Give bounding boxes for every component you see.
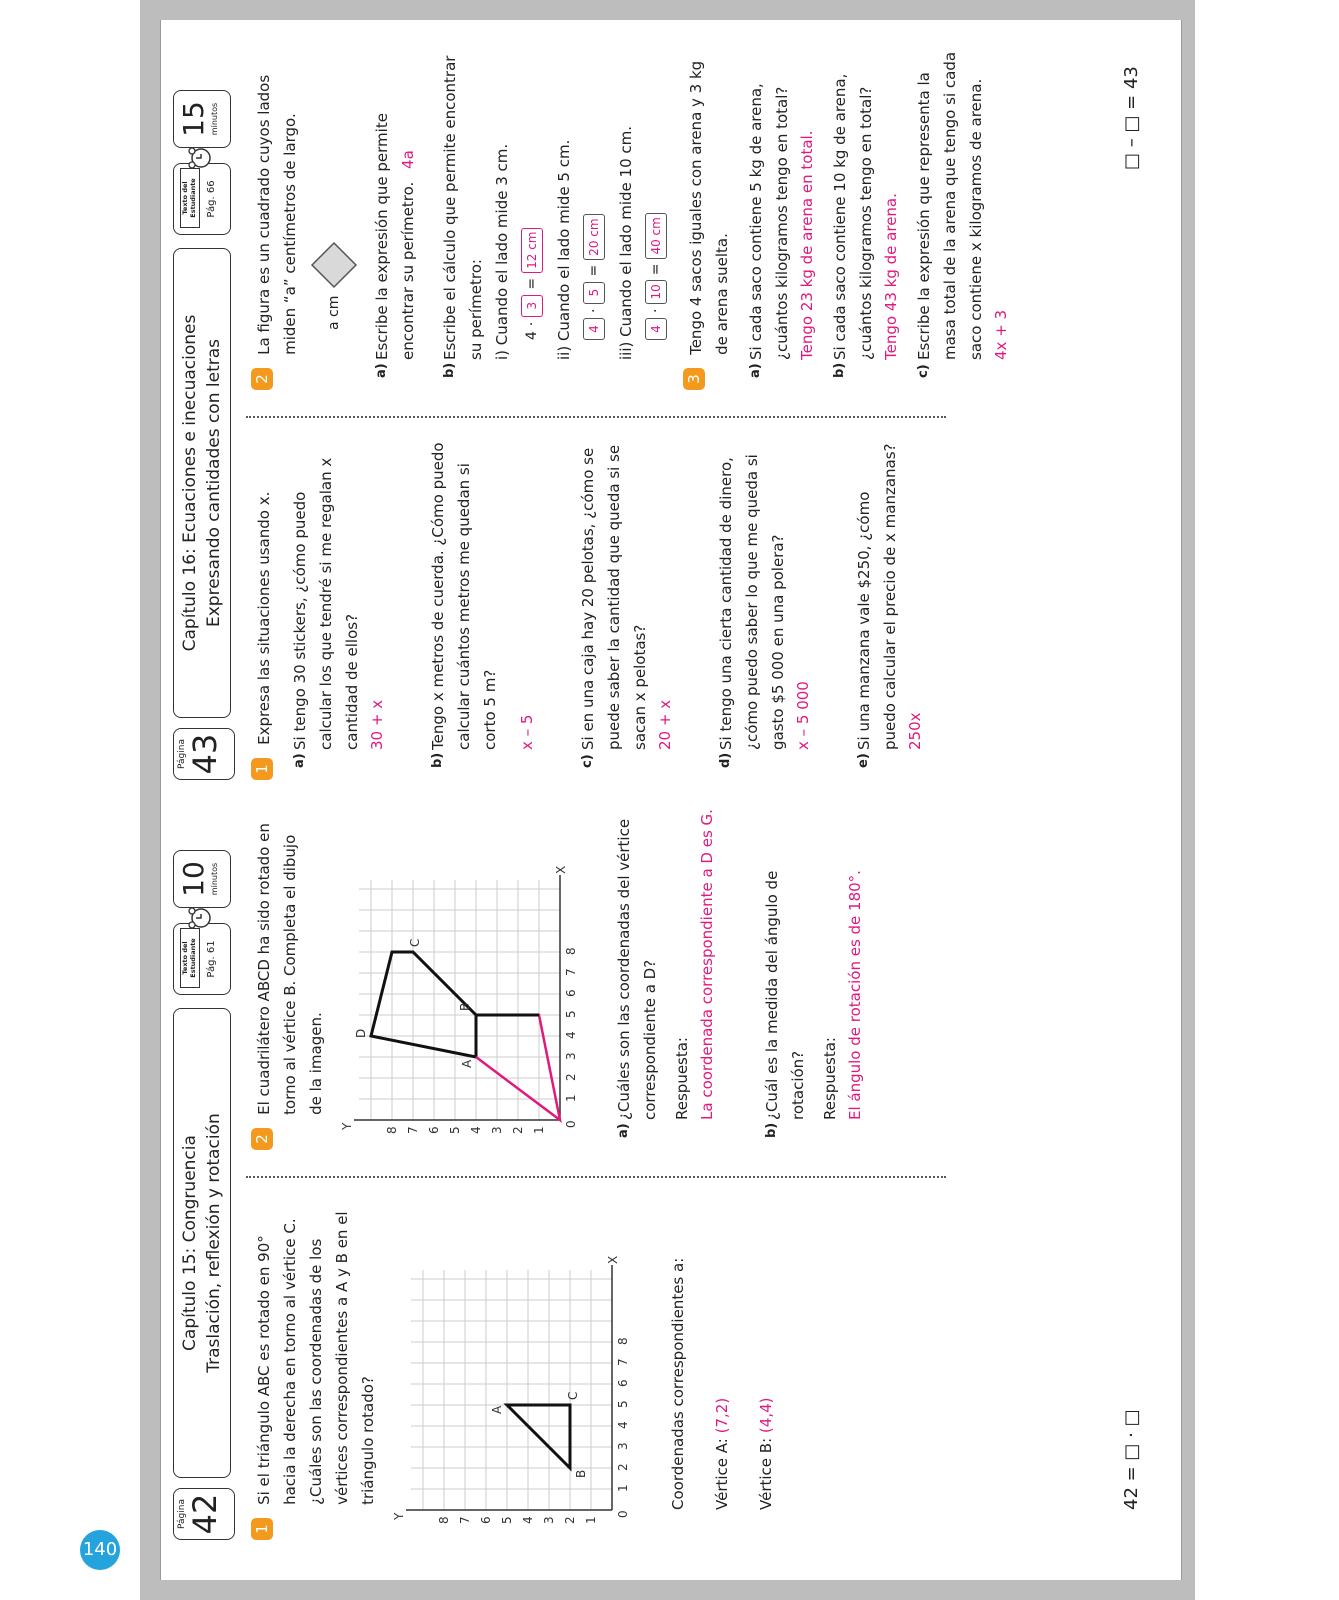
svg-text:8: 8: [437, 1516, 451, 1524]
sub-question-c: [575, 440, 677, 768]
question-number: 2: [251, 1128, 273, 1150]
calc-row: 4 · 3 = 12 cm: [519, 40, 545, 340]
svg-text:D: D: [354, 1028, 368, 1038]
chapter-subtitle: Expresando cantidades con letras: [204, 339, 224, 627]
footer-puzzle: 42 = □ · □: [1121, 1409, 1142, 1510]
textbook-page: Pág. 66: [206, 180, 217, 218]
sub-letter: d): [718, 752, 733, 768]
sub-question-c: [911, 40, 1013, 378]
svg-text:A: A: [490, 1405, 504, 1414]
vertex-a-row: [709, 1200, 735, 1510]
sub-letter: c): [916, 364, 931, 378]
question-number: 1: [251, 758, 273, 780]
calc-factor-box: 4: [645, 318, 667, 340]
vertex-b-row: [753, 1200, 779, 1510]
right-question-2: [251, 40, 1013, 390]
sub-question-a: [743, 40, 819, 378]
chapter-title: Capítulo 16: Ecuaciones e inecuaciones: [180, 314, 200, 652]
answer-text: x – 5: [518, 714, 536, 750]
calc-factor-box: 4: [583, 318, 605, 340]
sub-question-b: [827, 40, 903, 378]
answer-text: x – 5 000: [794, 681, 812, 750]
quadrilateral-grid-chart: [339, 850, 589, 1150]
sub-question-a: [287, 440, 389, 768]
svg-text:2: 2: [511, 1126, 525, 1134]
textbook-page: Pág. 61: [206, 940, 217, 978]
sub-text: ¿Cuál es la medida del ángulo de rotación?: [763, 870, 807, 1120]
svg-text:C: C: [408, 938, 422, 947]
svg-text:A: A: [460, 1059, 474, 1068]
svg-text:C: C: [566, 1391, 580, 1400]
square-side-label: a cm: [326, 295, 342, 330]
svg-text:7: 7: [616, 1358, 630, 1366]
svg-text:X: X: [606, 1255, 620, 1264]
sub-letter: a): [748, 363, 763, 378]
sub-question-d: [713, 440, 815, 768]
page-number: 140: [80, 1530, 120, 1570]
svg-text:8: 8: [385, 1126, 399, 1134]
svg-text:3: 3: [616, 1442, 630, 1450]
answer-text: 250x: [906, 712, 924, 750]
response-label: Respuesta:: [673, 1037, 691, 1120]
left-question-2: [251, 800, 867, 1150]
sub-letter: a): [616, 1123, 631, 1138]
case-label: iii) Cuando el lado mide 10 cm.: [617, 125, 635, 360]
svg-text:6: 6: [616, 1379, 630, 1387]
sub-question-a: [611, 800, 719, 1138]
textbook-reference: [173, 163, 231, 235]
sub-letter: b): [832, 362, 847, 378]
svg-text:1: 1: [584, 1516, 598, 1524]
svg-text:2: 2: [616, 1463, 630, 1471]
minutes-label: minutos: [210, 102, 219, 136]
left-question-1: [251, 1200, 779, 1540]
svg-text:3: 3: [564, 1052, 578, 1060]
svg-text:4: 4: [521, 1516, 535, 1524]
alarm-clock-icon: [188, 907, 212, 929]
sub-text: Si una manzana vale $250, ¿cómo puedo calcular el precio de x manzanas?: [855, 443, 899, 750]
vertex-a-label: Vértice A:: [713, 1438, 731, 1510]
svg-text:B: B: [458, 1002, 472, 1011]
sub-text: Escribe el cálculo que permite encontrar su perímetro:: [441, 55, 485, 360]
svg-text:4: 4: [564, 1031, 578, 1039]
svg-text:7: 7: [406, 1126, 420, 1134]
page-badge-number: 42: [186, 1493, 224, 1535]
sub-letter: a): [292, 753, 307, 768]
answer-text: El ángulo de rotación es de 180°.: [846, 870, 864, 1120]
question-text: Expresa las situaciones usando x.: [255, 491, 273, 745]
svg-text:0: 0: [564, 1120, 578, 1128]
calc-result-box: 20 cm: [583, 214, 605, 259]
svg-text:1: 1: [564, 1094, 578, 1102]
minutes-label: minutos: [210, 862, 219, 896]
time-box: [173, 90, 231, 148]
chapter-subtitle: Traslación, reflexión y rotación: [204, 1113, 224, 1373]
calc-result-box: 40 cm: [645, 213, 667, 258]
answer-text: Tengo 43 kg de arena.: [882, 193, 900, 360]
svg-text:6: 6: [479, 1516, 493, 1524]
question-number: 3: [683, 368, 705, 390]
sub-text: Escribe la expresión que representa la masa total de la arena que tengo si cada saco contiene x kilogramos de arena.: [915, 51, 985, 360]
right-question-3: [683, 40, 735, 390]
square-shape-icon: [309, 240, 359, 290]
minutes-value: 15: [177, 101, 210, 137]
page-badge: [173, 1488, 235, 1540]
sub-question-b: [425, 440, 539, 768]
sub-text: Si tengo una cierta cantidad de dinero, ¿cómo puedo saber lo que me queda si gasto $5 000 en una polera?: [717, 454, 787, 750]
svg-text:3: 3: [490, 1126, 504, 1134]
workbook-sheet: [160, 20, 1182, 1580]
sub-text: Si tengo 30 stickers, ¿cómo puedo calcular los que tendré si me regalan x cantidad de ellos?: [291, 457, 361, 750]
sub-letter: e): [856, 753, 871, 768]
sub-text: Si cada saco contiene 10 kg de arena, ¿cuántos kilogramos tengo en total?: [831, 73, 875, 360]
textbook-icon: Texto del Estudiante: [180, 928, 200, 988]
square-figure: [309, 40, 359, 330]
svg-text:4: 4: [616, 1421, 630, 1429]
svg-text:6: 6: [427, 1126, 441, 1134]
chapter-title-box: [173, 248, 231, 718]
svg-text:X: X: [554, 865, 568, 874]
svg-text:6: 6: [564, 989, 578, 997]
response-label: Respuesta:: [821, 1037, 839, 1120]
sub-letter: b): [764, 1122, 779, 1138]
column-divider: [246, 416, 946, 418]
alarm-clock-icon: [188, 147, 212, 169]
calc-value-box: 5: [583, 282, 605, 304]
page-42: [161, 800, 1161, 1540]
vertex-a-answer: (7,2): [713, 1397, 731, 1434]
time-box: [173, 850, 231, 908]
page-header: [161, 40, 236, 780]
minutes-value: 10: [177, 861, 210, 897]
svg-text:7: 7: [458, 1516, 472, 1524]
page-badge-label: Página: [177, 739, 187, 769]
svg-text:5: 5: [616, 1400, 630, 1408]
footer-puzzle: □ – □ = 43: [1121, 66, 1142, 170]
coords-title: Coordenadas correspondientes a:: [669, 1257, 687, 1510]
sub-letter: b): [442, 362, 457, 378]
calc-factor: 4: [524, 331, 540, 340]
answer-text: La coordenada correspondiente a D es G.: [698, 809, 716, 1120]
sub-text: Si cada saco contiene 5 kg de arena, ¿cuántos kilogramos tengo en total?: [747, 83, 791, 360]
svg-text:Y: Y: [340, 1122, 354, 1130]
answer-text: 4x + 3: [992, 309, 1010, 360]
textbook-icon: Texto del Estudiante: [180, 168, 200, 228]
vertex-b-answer: (4,4): [757, 1397, 775, 1434]
sub-text: Tengo x metros de cuerda. ¿Cómo puedo calcular cuántos metros me quedan si corto 5 m?: [429, 442, 499, 750]
svg-text:5: 5: [448, 1126, 462, 1134]
case-label: i) Cuando el lado mide 3 cm.: [493, 143, 511, 360]
question-text: Tengo 4 sacos iguales con arena y 3 kg de arena suelta.: [687, 60, 731, 355]
sub-letter: c): [580, 754, 595, 768]
sub-text: ¿Cuáles son las coordenadas del vértice correspondiente a D?: [615, 818, 659, 1120]
chapter-title-box: [173, 1008, 231, 1478]
page-badge-number: 43: [186, 733, 224, 775]
sub-letter: a): [374, 363, 389, 378]
sub-question-e: [851, 440, 927, 768]
svg-text:1: 1: [532, 1126, 546, 1134]
svg-text:B: B: [574, 1469, 588, 1478]
page-43: [161, 40, 1161, 780]
svg-text:2: 2: [564, 1073, 578, 1081]
chapter-title: Capítulo 15: Congruencia: [180, 1135, 200, 1351]
question-number: 1: [251, 1518, 273, 1540]
sub-question-b: [437, 40, 669, 378]
answer-text: Tengo 23 kg de arena en total.: [798, 130, 816, 360]
question-number: 2: [251, 368, 273, 390]
svg-text:1: 1: [616, 1484, 630, 1492]
question-text: Si el triángulo ABC es rotado en 90° hacia la derecha en torno al vértice C. ¿Cuáles son las coordenadas de los vértices correspondientes a A y B en el triángulo rotado?: [255, 1211, 377, 1505]
case-label: ii) Cuando el lado mide 5 cm.: [555, 139, 573, 360]
calc-row: 4 · 10 = 40 cm: [643, 40, 669, 340]
answer-text: 4a: [399, 150, 417, 169]
page-header: [161, 800, 236, 1540]
sub-text: Si en una caja hay 20 pelotas, ¿cómo se puede saber la cantidad que queda si se sacan x pelotas?: [579, 444, 649, 750]
question-text: El cuadrilátero ABCD ha sido rotado en torno al vértice B. Completa el dibujo de la imagen.: [255, 823, 325, 1115]
sub-question-b: [759, 800, 867, 1138]
page-badge-label: Página: [177, 1499, 187, 1529]
calc-value-box: 3: [521, 295, 543, 317]
svg-text:Y: Y: [392, 1512, 406, 1520]
sub-letter: b): [430, 752, 445, 768]
page-badge: [173, 728, 235, 780]
svg-text:3: 3: [542, 1516, 556, 1524]
textbook-reference: [173, 923, 231, 995]
svg-text:5: 5: [500, 1516, 514, 1524]
calc-row: 4 · 5 = 20 cm: [581, 40, 607, 340]
vertex-b-label: Vértice B:: [757, 1437, 775, 1510]
right-question-1: [251, 440, 927, 780]
answer-text: 30 + x: [368, 699, 386, 750]
sub-text: Escribe la expresión que permite encontrar su perímetro.: [373, 113, 417, 360]
sub-question-a: [369, 40, 421, 378]
svg-text:2: 2: [563, 1516, 577, 1524]
svg-text:7: 7: [564, 968, 578, 976]
question-text: La figura es un cuadrado cuyos lados miden “a” centímetros de largo.: [255, 74, 299, 355]
rotated-content: [161, 40, 1161, 1560]
svg-text:8: 8: [564, 947, 578, 955]
calc-result-box: 12 cm: [521, 228, 543, 273]
answer-text: 20 + x: [656, 699, 674, 750]
triangle-grid-chart: [391, 1240, 641, 1540]
svg-text:4: 4: [469, 1126, 483, 1134]
column-divider: [246, 1176, 946, 1178]
calc-value-box: 10: [645, 280, 667, 303]
svg-text:8: 8: [616, 1337, 630, 1345]
svg-text:5: 5: [564, 1010, 578, 1018]
svg-text:0: 0: [616, 1510, 630, 1518]
